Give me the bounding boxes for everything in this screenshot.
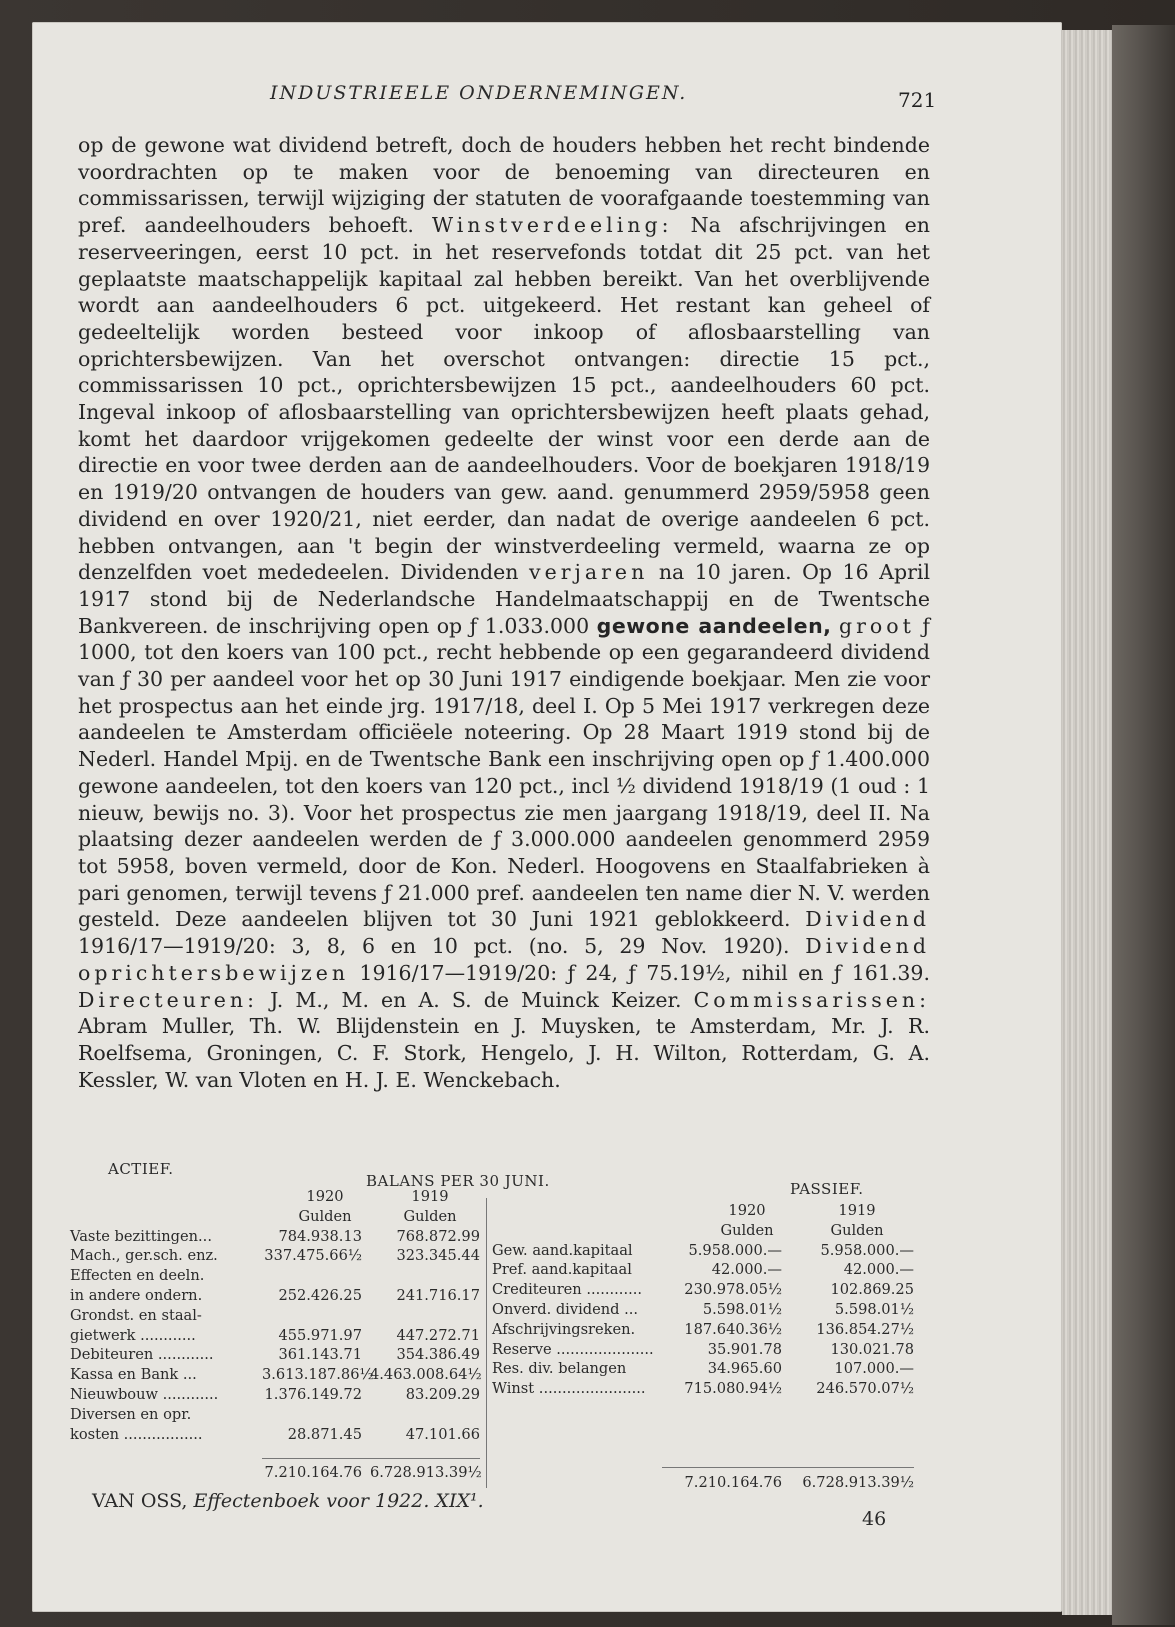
actief-item-label: in andere ondern.	[70, 1286, 203, 1304]
column-divider	[486, 1198, 487, 1488]
year-1919: 1919	[838, 1202, 876, 1219]
passief-total-row	[662, 1474, 914, 1494]
passief-total-1919: 6.728.913.39½	[802, 1474, 914, 1491]
passief-rows	[492, 1242, 912, 1400]
actief-rows	[70, 1228, 480, 1446]
passief-value-1919: 136.854.27½	[816, 1320, 914, 1338]
actief-value-1919: 83.209.29	[405, 1385, 480, 1403]
footer-source	[92, 1490, 484, 1512]
passief-totals	[662, 1474, 914, 1494]
passief-label: PASSIEF.	[790, 1180, 864, 1198]
passief-row	[492, 1301, 912, 1321]
gewone-aandeelen-heading: gewone aandeelen,	[596, 613, 832, 638]
passief-value-1919: 246.570.07½	[816, 1380, 914, 1398]
passief-value-1919: 102.869.25	[830, 1281, 914, 1299]
passief-row	[492, 1341, 912, 1361]
passief-value-1920: 187.640.36½	[684, 1320, 782, 1338]
text-segment: Na afschrijvingen en reserveeringen, eerst 10 pct. in het reservefonds totdat dit 25 pct. van het geplaatste maatschappelijk kapitaal zal hebben bereikt. Van het overblijvende wordt aan aandeelhouders 6 pct. uitgekeerd. Het restant kan geheel of gedeeltelijk worden besteed voor inkoop of aflosbaarstelling van oprichtersbewijzen. Van het overschot ontvangen: directie 15 pct., commissarissen 10 pct., oprichtersbewijzen 15 pct., aandeelhouders 60 pct. Ingeval inkoop of aflosbaarstelling van oprichtersbewijzen heeft plaats gehad, komt het daardoor vrijgekomen gedeelte der winst voor een derde aan de directie en voor twee derden aan de aandeelhouders. Voor de boekjaren 1918/19 en 1919/20 ontvangen de houders van gew. aand. genummerd 2959/5958 geen dividend en over 1920/21, niet eerder, dan nadat de overige aandeelen 6 pct. hebben ontvangen, aan 't begin der winstverdeeling vermeld, waarna ze op denzelfden voet mededeelen. Dividenden	[78, 213, 930, 585]
currency-1919: Gulden	[830, 1221, 884, 1239]
actief-item-label: Diversen en opr.	[70, 1405, 192, 1423]
actief-value-1919: 447.272.71	[396, 1326, 480, 1344]
actief-item-label: Kassa en Bank ...	[70, 1366, 197, 1384]
text-segment: 1916/17—1919/20: ƒ 24, ƒ 75.19½, nihil en ƒ 161.39.	[359, 960, 930, 985]
actief-label: ACTIEF.	[108, 1160, 174, 1178]
actief-table	[70, 1188, 480, 1445]
actief-item-label: Grondst. en staal-	[70, 1306, 202, 1324]
footer-volume: XIX¹.	[435, 1490, 484, 1512]
actief-item-label: Debiteuren ............	[70, 1346, 214, 1364]
actief-value-1920: 361.143.71	[278, 1346, 362, 1364]
page-stack-edges	[1062, 30, 1112, 1615]
balance-title: BALANS PER 30 JUNI.	[366, 1172, 550, 1190]
passief-value-1919: 5.598.01½	[834, 1300, 914, 1318]
actief-row	[70, 1386, 480, 1406]
actief-value-1919: 354.386.49	[396, 1346, 480, 1364]
actief-year-header	[70, 1188, 480, 1208]
signature-mark: 46	[862, 1508, 887, 1530]
actief-value-1920: 28.871.45	[287, 1425, 362, 1443]
passief-item-label: Winst .......................	[492, 1380, 646, 1398]
dividend-heading: Dividend	[805, 907, 930, 932]
text-segment: ƒ 1000, tot den koers van 100 pct., recht hebbende op een gegarandeerd dividend van ƒ 30 per aandeel voor het op 30 Juni 1917 eindigende boekjaar. Men zie voor het prospectus aan het einde jrg. 1917/18, deel I. Op 5 Mei 1917 verkregen deze aandeelen te Amsterdam officiëele noteering. Op 28 Maart 1919 stond bij de Nederl. Handel Mpij. en de Twentsche Bank een inschrijving open op ƒ 1.400.000 gewone aandeelen, tot den koers van 120 pct., incl ½ dividend 1918/19 (1 oud : 1 nieuw, bewijs no. 3). Voor het prospectus zie men jaargang 1918/19, deel II. Na plaatsing dezer aandeelen werden de ƒ 3.000.000 aandeelen genommerd 2959 tot 5958, boven vermeld, door de Kon. Nederl. Hoogovens en Staalfabrieken à pari genomen, terwijl tevens ƒ 21.000 pref. aandeelen ten name dier N. V. werden gesteld. Deze aandeelen blijven tot 30 Juni 1921 geblokkeerd.	[78, 613, 930, 932]
passief-table	[492, 1202, 912, 1400]
actief-row	[70, 1346, 480, 1366]
currency-1920: Gulden	[298, 1207, 352, 1225]
text-segment: 1916/17—1919/20: 3, 8, 6 en 10 pct. (no. 5, 29 Nov. 1920).	[78, 934, 790, 959]
passief-item-label: Crediteuren ............	[492, 1281, 643, 1299]
directeuren-heading: Directeuren:	[78, 987, 259, 1012]
actief-item-label: gietwerk ............	[70, 1326, 196, 1344]
passief-item-label: Gew. aand.kapitaal	[492, 1241, 633, 1259]
actief-value-1919: 768.872.99	[396, 1227, 480, 1245]
passief-item-label: Pref. aand.kapitaal	[492, 1261, 632, 1279]
text-segment: J. M., M. en A. S. de Muinck Keizer.	[270, 987, 682, 1012]
actief-row	[70, 1366, 480, 1386]
book-cover-edge	[1112, 25, 1175, 1625]
passief-item-label: Onverd. dividend ...	[492, 1300, 639, 1318]
page-number: 721	[898, 88, 937, 112]
passief-item-label: Afschrijvingsreken.	[492, 1320, 636, 1338]
actief-value-1920: 1.376.149.72	[264, 1385, 362, 1403]
actief-total-rule	[262, 1458, 480, 1459]
actief-value-1919: 241.716.17	[396, 1286, 480, 1304]
passief-year-header	[492, 1202, 912, 1222]
passief-value-1920: 34.965.60	[707, 1360, 782, 1378]
passief-item-label: Reserve .....................	[492, 1340, 654, 1358]
passief-row	[492, 1321, 912, 1341]
actief-row	[70, 1327, 480, 1347]
passief-value-1920: 715.080.94½	[684, 1380, 782, 1398]
actief-item-label: Mach., ger.sch. enz.	[70, 1247, 218, 1265]
footer-publisher: VAN OSS,	[92, 1490, 188, 1512]
actief-item-label: Effecten en deeln.	[70, 1267, 205, 1285]
actief-item-label: Vaste bezittingen...	[70, 1227, 212, 1245]
groot-heading: groot	[838, 613, 915, 638]
passief-value-1919: 130.021.78	[830, 1340, 914, 1358]
actief-item-label: kosten .................	[70, 1425, 203, 1443]
company-description	[78, 132, 930, 1093]
passief-value-1919: 5.958.000.—	[820, 1241, 914, 1259]
actief-total-1920: 7.210.164.76	[264, 1464, 362, 1481]
text-segment: Abram Muller, Th. W. Blijdenstein en J. Muysken, te Amsterdam, Mr. J. R. Roelfsema, Groningen, C. F. Stork, Hengelo, J. H. Wilton, Rotterdam, G. A. Kessler, W. van Vloten en H. J. E. Wenckebach.	[78, 1014, 930, 1092]
actief-row	[70, 1426, 480, 1446]
passief-total-1920: 7.210.164.76	[684, 1474, 782, 1491]
text-segment: na 10 jaren. Op 16 April 1917 stond bij de Nederlandsche Handelmaatschappij en de Twentsche Bankvereen. de inschrijving open op ƒ 1.033.000	[78, 560, 930, 638]
actief-total-1919: 6.728.913.39½	[370, 1464, 482, 1481]
footer-book-title: Effectenboek voor 1922.	[193, 1490, 430, 1512]
passief-value-1919: 107.000.—	[834, 1360, 914, 1378]
actief-total-row	[262, 1464, 480, 1484]
year-1920: 1920	[728, 1202, 766, 1219]
currency-1920: Gulden	[720, 1221, 774, 1239]
actief-row	[70, 1406, 480, 1426]
actief-value-1920: 337.475.66½	[264, 1247, 362, 1265]
commissarissen-heading: Commissarissen:	[693, 987, 930, 1012]
actief-value-1920: 252.426.25	[278, 1286, 362, 1304]
actief-value-1919: 4.463.008.64½	[370, 1366, 482, 1384]
text-segment: op de gewone wat dividend betreft, doch de houders hebben het recht bindende voordrachten op te maken voor de benoeming van directeuren en commissarissen, terwijl wijziging der statuten de voorafgaande toestemming van pref. aandeelhouders behoeft.	[78, 133, 930, 238]
passief-value-1920: 230.978.05½	[684, 1281, 782, 1299]
running-title: INDUSTRIEELE ONDERNEMINGEN.	[270, 82, 688, 104]
winstverdeeling-heading: Winstverdeeling:	[432, 213, 673, 238]
actief-value-1919: 47.101.66	[405, 1425, 480, 1443]
year-1920: 1920	[306, 1188, 344, 1205]
passief-value-1920: 35.901.78	[707, 1340, 782, 1358]
passief-value-1920: 42.000.—	[711, 1261, 782, 1279]
actief-totals	[262, 1464, 480, 1484]
actief-row	[70, 1287, 480, 1307]
passief-row	[492, 1281, 912, 1301]
actief-row	[70, 1307, 480, 1327]
passief-value-1920: 5.598.01½	[702, 1300, 782, 1318]
actief-value-1920: 784.938.13	[278, 1227, 362, 1245]
actief-row	[70, 1267, 480, 1287]
passief-item-label: Res. div. belangen	[492, 1360, 627, 1378]
passief-value-1920: 5.958.000.—	[688, 1241, 782, 1259]
dividend-oprichtersbewijzen-heading: Dividend oprichtersbewijzen	[78, 934, 930, 985]
passief-row	[492, 1380, 912, 1400]
actief-item-label: Nieuwbouw ............	[70, 1385, 219, 1403]
passief-row	[492, 1360, 912, 1380]
verjaren-heading: verjaren	[529, 560, 649, 585]
year-1919: 1919	[411, 1188, 449, 1205]
passief-row	[492, 1261, 912, 1281]
passief-currency-header	[492, 1222, 912, 1242]
actief-value-1919: 323.345.44	[396, 1247, 480, 1265]
actief-value-1920: 3.613.187.86½	[262, 1366, 374, 1384]
passief-total-rule	[662, 1467, 914, 1468]
currency-1919: Gulden	[403, 1207, 457, 1225]
actief-row	[70, 1247, 480, 1267]
passief-row	[492, 1242, 912, 1262]
body-text	[78, 132, 930, 1093]
actief-value-1920: 455.971.97	[278, 1326, 362, 1344]
actief-row	[70, 1228, 480, 1248]
passief-value-1919: 42.000.—	[843, 1261, 914, 1279]
actief-currency-header	[70, 1208, 480, 1228]
